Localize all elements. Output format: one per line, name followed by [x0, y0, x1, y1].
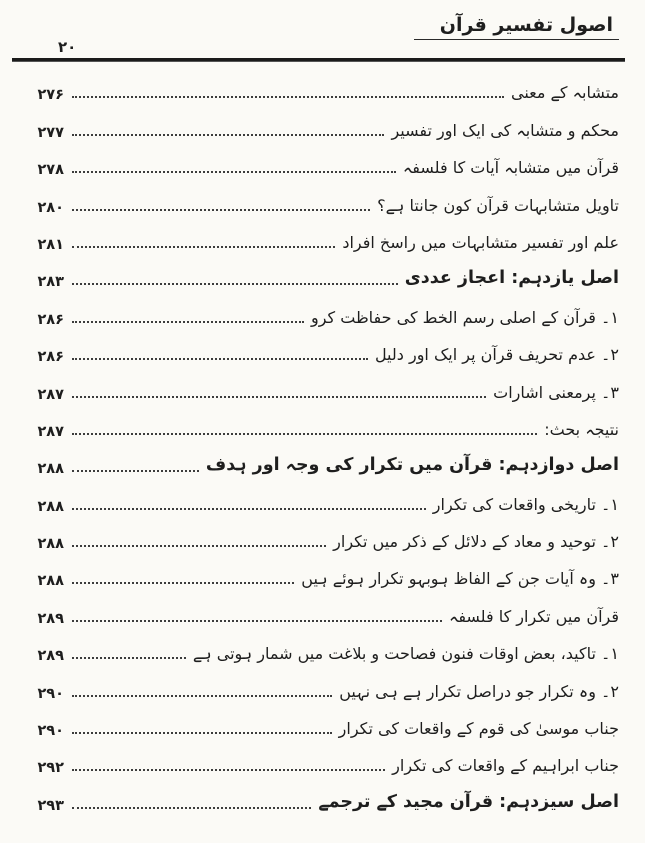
toc-item-label: نتیجہ بحث:	[544, 419, 619, 439]
dotted-leader	[72, 470, 199, 472]
toc-page-number: ۲۸۰	[37, 199, 64, 216]
dotted-leader	[72, 171, 396, 173]
dotted-leader	[72, 807, 311, 809]
dotted-leader	[72, 582, 294, 584]
toc-item-label: ۱۔ تاریخی واقعات کی تکرار	[432, 494, 619, 514]
toc-item-label: اصل یازدہم: اعجاز عددی	[404, 268, 619, 289]
dotted-leader	[72, 769, 385, 771]
toc-page-number: ۲۷۸	[37, 162, 64, 179]
toc-item-label: ۱۔ قرآن کے اصلی رسم الخط کی حفاظت کرو	[310, 307, 619, 327]
dotted-leader	[72, 134, 384, 136]
dotted-leader	[72, 695, 332, 697]
toc-item-label: ۳۔ پرمعنی اشارات	[493, 382, 619, 402]
toc-row	[22, 105, 619, 142]
toc-page-number: ۲۸۸	[37, 498, 64, 515]
page-header	[22, 14, 619, 58]
dotted-leader	[72, 396, 486, 398]
toc-row	[22, 218, 619, 255]
toc-row	[22, 255, 619, 292]
toc-page-number: ۲۸۹	[37, 610, 64, 627]
table-of-contents	[22, 68, 619, 816]
toc-page-number: ۲۹۲	[37, 760, 64, 777]
toc-page-number: ۲۹۰	[37, 685, 64, 702]
dotted-leader	[72, 321, 304, 323]
toc-page-number: ۲۸۷	[37, 423, 64, 440]
toc-page-number: ۲۸۱	[37, 236, 64, 253]
dotted-leader	[72, 657, 186, 659]
toc-row	[22, 68, 619, 105]
toc-page-number: ۲۷۶	[37, 87, 64, 104]
toc-page-number: ۲۸۸	[37, 536, 64, 553]
dotted-leader	[72, 283, 398, 285]
toc-page-number: ۲۸۸	[37, 573, 64, 590]
toc-row	[22, 405, 619, 442]
toc-row	[22, 629, 619, 666]
toc-row	[22, 554, 619, 591]
toc-item-label: اصل سیزدہم: قرآن مجید کے ترجمے	[318, 791, 619, 812]
toc-row	[22, 330, 619, 367]
dotted-leader	[72, 358, 368, 360]
toc-item-label: ۳۔ وہ آیات جن کے الفاظ ہوبہو تکرار ہوئے ہیں	[301, 569, 619, 589]
dotted-leader	[72, 246, 335, 248]
dotted-leader	[72, 732, 332, 734]
toc-row	[22, 292, 619, 329]
dotted-leader	[72, 96, 504, 98]
toc-row	[22, 367, 619, 404]
toc-row	[22, 143, 619, 180]
dotted-leader	[72, 545, 326, 547]
dotted-leader	[72, 620, 442, 622]
toc-row	[22, 741, 619, 778]
toc-item-label: اصل دوازدہم: قرآن میں تکرار کی وجہ اور ہدف	[205, 455, 619, 476]
toc-row	[22, 180, 619, 217]
toc-item-label: قرآن میں تکرار کا فلسفہ	[448, 606, 619, 626]
toc-page-number: ۲۹۳	[37, 797, 64, 814]
toc-page-number: ۲۸۳	[37, 274, 64, 291]
dotted-leader	[72, 433, 537, 435]
toc-item-label: قرآن میں متشابہ آیات کا فلسفہ	[402, 158, 619, 178]
toc-item-label: محکم و متشابہ کی ایک اور تفسیر	[391, 120, 619, 140]
toc-page-number: ۲۹۰	[37, 723, 64, 740]
toc-page-number: ۲۸۹	[37, 648, 64, 665]
toc-item-label: تاویل متشابہات قرآن کون جانتا ہے؟	[377, 195, 619, 215]
toc-row	[22, 666, 619, 703]
toc-item-label: جناب موسیٰ کی قوم کے واقعات کی تکرار	[338, 719, 619, 739]
toc-page-number: ۲۸۸	[37, 461, 64, 478]
folio-page-number: ۲۰	[58, 38, 77, 56]
toc-item-label: ۱۔ تاکید، بعض اوقات فنون فصاحت و بلاغت میں شمار ہوتی ہے	[192, 644, 619, 664]
header-rule	[12, 58, 625, 62]
toc-row	[22, 704, 619, 741]
toc-page-number: ۲۷۷	[37, 124, 64, 141]
toc-page-number: ۲۸۶	[37, 311, 64, 328]
toc-row	[22, 517, 619, 554]
toc-item-label: ۲۔ وہ تکرار جو دراصل تکرار ہے ہی نہیں	[339, 681, 619, 701]
toc-row	[22, 591, 619, 628]
toc-page-number: ۲۸۷	[37, 386, 64, 403]
dotted-leader	[72, 209, 370, 211]
toc-row	[22, 778, 619, 815]
toc-item-label: متشابہ کے معنی	[511, 83, 619, 103]
toc-item-label: جناب ابراہیم کے واقعات کی تکرار	[392, 756, 619, 776]
toc-row	[22, 442, 619, 479]
dotted-leader	[72, 508, 426, 510]
toc-item-label: ۲۔ توحید و معاد کے دلائل کے ذکر میں تکرار	[333, 532, 619, 552]
toc-page-number: ۲۸۶	[37, 349, 64, 366]
toc-row	[22, 479, 619, 516]
toc-item-label: علم اور تفسیر متشابہات میں راسخ افراد	[342, 232, 619, 252]
toc-item-label: ۲۔ عدم تحریف قرآن پر ایک اور دلیل	[374, 345, 619, 365]
book-title: اصول تفسیر قرآن	[414, 14, 619, 40]
